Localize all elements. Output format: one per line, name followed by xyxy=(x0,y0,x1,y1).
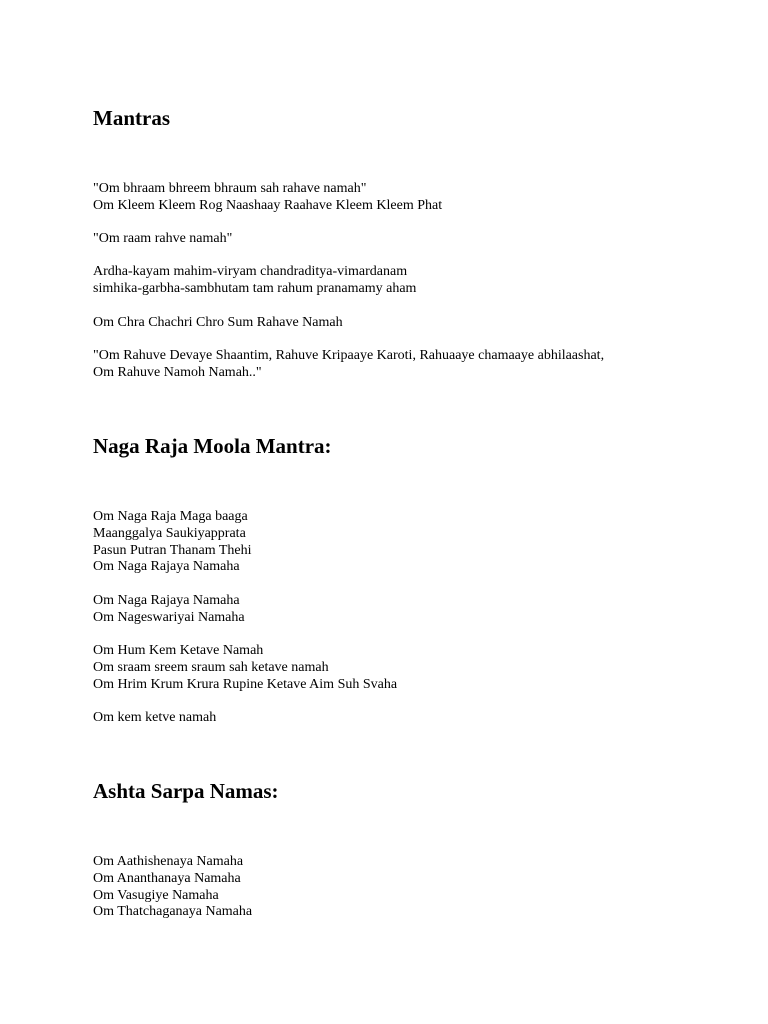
paragraph xyxy=(93,643,397,693)
text-line: Om Naga Rajaya Namaha xyxy=(93,559,240,575)
text-line: Pasun Putran Thanam Thehi xyxy=(93,542,252,558)
text-line: Om Chra Chachri Chro Sum Rahave Namah xyxy=(93,315,343,330)
paragraph xyxy=(93,710,216,727)
text-line: Om Thatchaganaya Namaha xyxy=(93,904,253,920)
paragraph xyxy=(93,593,245,627)
text-line: Maanggalya Saukiyapprata xyxy=(93,525,246,541)
text-line: Om Naga Raja Maga baaga xyxy=(93,509,248,524)
text-line: Om Nageswariyai Namaha xyxy=(93,609,245,625)
text-line: Om Rahuve Namoh Namah.." xyxy=(93,364,262,380)
text-line: Om Hum Kem Ketave Namah xyxy=(93,643,264,658)
paragraph xyxy=(93,315,343,332)
paragraph xyxy=(93,348,604,382)
text-line: Om Aathishenaya Namaha xyxy=(93,854,244,869)
text-line: Om sraam sreem sraum sah ketave namah xyxy=(93,659,329,675)
paragraph xyxy=(93,264,416,298)
text-line: "Om raam rahve namah" xyxy=(93,231,233,246)
paragraph xyxy=(93,181,442,215)
text-line: Om Naga Rajaya Namaha xyxy=(93,593,240,608)
text-line: Om Hrim Krum Krura Rupine Ketave Aim Suh Svaha xyxy=(93,676,398,692)
section-heading-naga-raja-moola-mantra: Naga Raja Moola Mantra: xyxy=(93,434,332,458)
text-line: Ardha-kayam mahim-viryam chandraditya-vimardanam xyxy=(93,264,408,279)
text-line: "Om bhraam bhreem bhraum sah rahave namah" xyxy=(93,181,367,196)
section-heading-mantras: Mantras xyxy=(93,106,170,130)
text-line: Om Ananthanaya Namaha xyxy=(93,870,241,886)
text-line: "Om Rahuve Devaye Shaantim, Rahuve Kripaaye Karoti, Rahuaaye chamaaye abhilaashat, xyxy=(93,348,605,363)
paragraph xyxy=(93,854,252,921)
paragraph xyxy=(93,231,232,248)
text-line: Om kem ketve namah xyxy=(93,710,217,725)
text-line: simhika-garbha-sambhutam tam rahum pranamamy aham xyxy=(93,280,417,296)
paragraph xyxy=(93,509,252,576)
text-line: Om Vasugiye Namaha xyxy=(93,887,219,903)
text-line: Om Kleem Kleem Rog Naashaay Raahave Kleem Kleem Phat xyxy=(93,197,443,213)
section-heading-ashta-sarpa-namas: Ashta Sarpa Namas: xyxy=(93,779,279,803)
